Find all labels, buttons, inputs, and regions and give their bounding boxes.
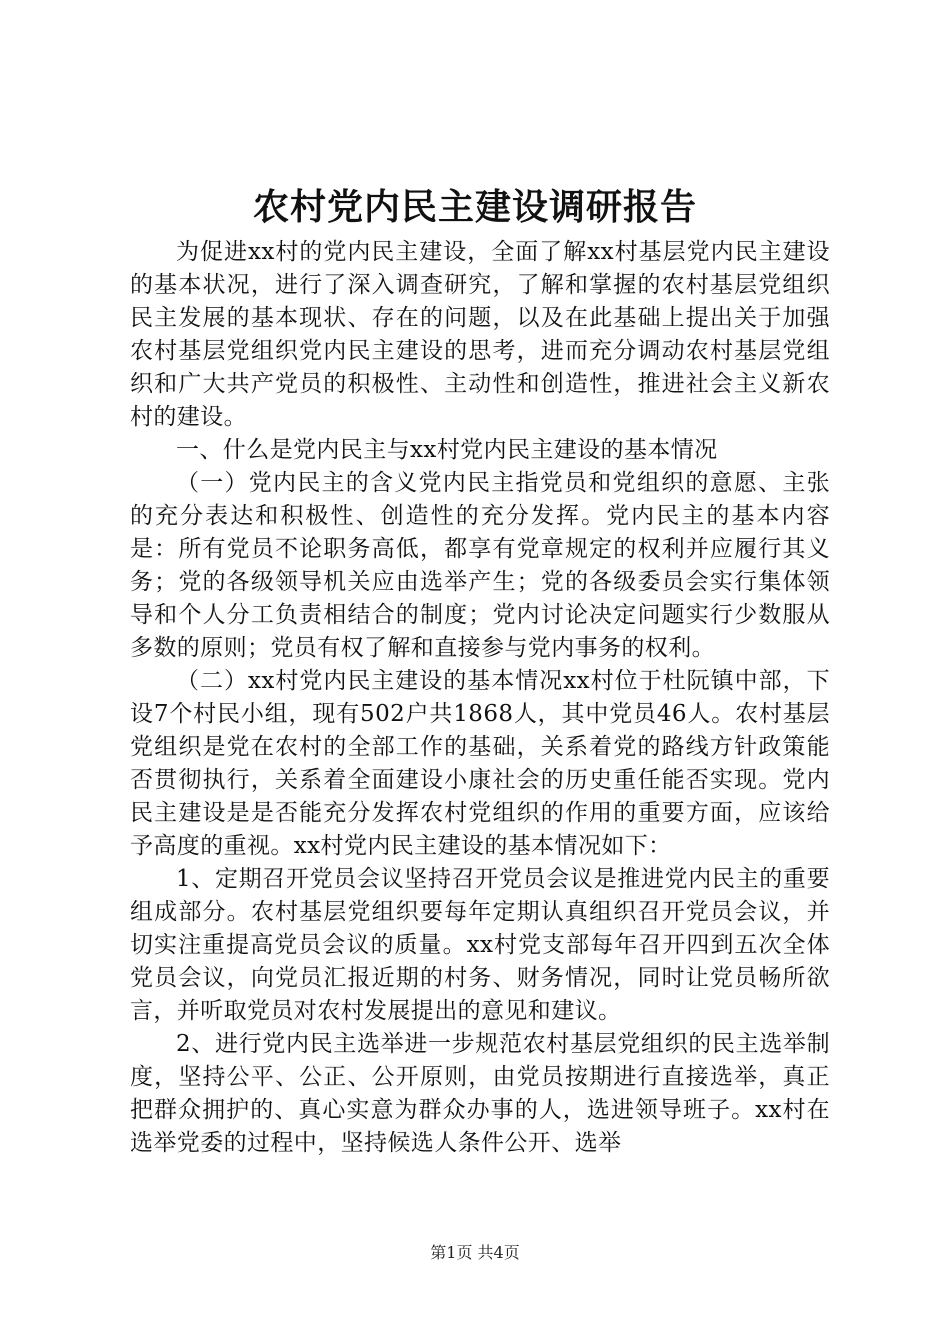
paragraph-intro: 为促进xx村的党内民主建设，全面了解xx村基层党内民主建设的基本状况，进行了深入调查研究，了解和掌握的农村基层党组织民主发展的基本现状、存在的问题，以及在此基础上提出关于加强农村基层党组织党内民主建设的思考，进而充分调动农村基层党组织和广大共产党员的积极性、主动性和创造性，推进社会主义新农村的建设。 [130,239,830,430]
section-heading-1: 一、什么是党内民主与xx村党内民主建设的基本情况 [176,437,718,463]
page-number-footer: 第1页 共4页 [430,1243,520,1262]
document-body [130,236,830,1160]
paragraph-definition: （一）党内民主的含义党内民主指党员和党组织的意愿、主张的充分表达和积极性、创造性的充分发挥。党内民主的基本内容是：所有党员不论职务高低，都享有党章规定的权利并应履行其义务；党的各级领导机关应由选举产生；党的各级委员会实行集体领导和个人分工负责相结合的制度；党内讨论决定问题实行少数服从多数的原则；党员有权了解和直接参与党内事务的权利。 [130,470,830,661]
paragraph-party-meetings: 1、定期召开党员会议坚持召开党员会议是推进党内民主的重要组成部分。农村基层党组织要每年定期认真组织召开党员会议，并切实注重提高党员会议的质量。xx村党支部每年召开四到五次全体党员会议，向党员汇报近期的村务、财务情况，同时让党员畅所欲言，并听取党员对农村发展提出的意见和建议。 [130,866,830,1024]
paragraph-village-situation: （二）xx村党内民主建设的基本情况xx村位于杜阮镇中部，下设7个村民小组，现有502户共1868人，其中党员46人。农村基层党组织是党在农村的全部工作的基础，关系着党的路线方针政策能否贯彻执行，关系着全面建设小康社会的历史重任能否实现。党内民主建设是是否能充分发挥农村党组织的作用的重要方面，应该给予高度的重视。xx村党内民主建设的基本情况如下： [130,668,830,859]
paragraph-elections: 2、进行党内民主选举进一步规范农村基层党组织的民主选举制度，坚持公平、公正、公开原则，由党员按期进行直接选举，真正把群众拥护的、真心实意为群众办事的人，选进领导班子。xx村在选举党委的过程中，坚持候选人条件公开、选举 [130,1031,830,1156]
document-title: 农村党内民主建设调研报告 [252,186,697,228]
